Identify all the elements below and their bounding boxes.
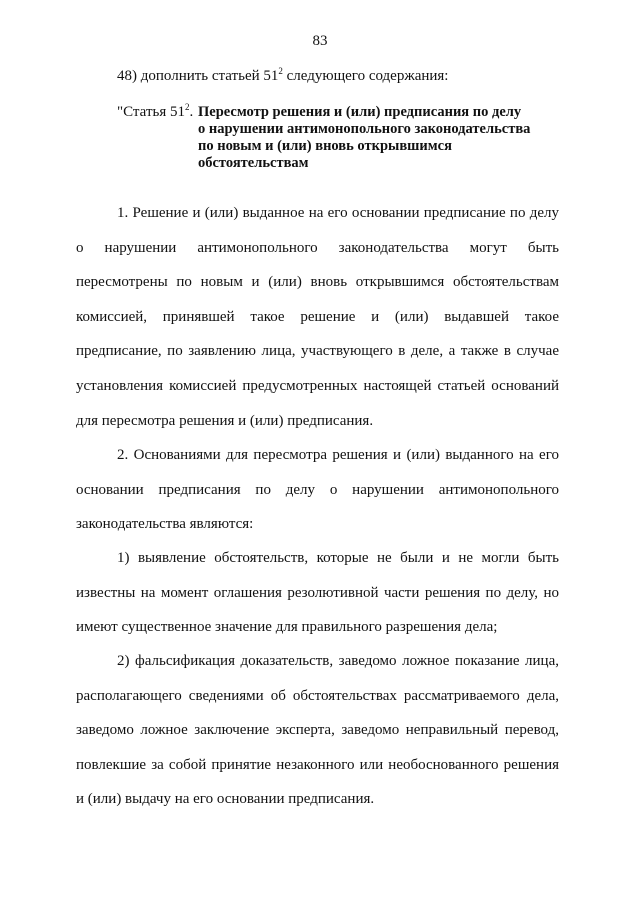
paragraph-line: заведомо ложное заключение эксперта, заведомо неправильный перевод, xyxy=(76,722,559,739)
paragraph-line: для пересмотра решения и (или) предписания. xyxy=(76,412,374,429)
paragraph-1 xyxy=(76,196,559,438)
paragraph-line: и (или) выдачу на его основании предписания. xyxy=(76,791,375,808)
paragraph-4 xyxy=(76,644,559,817)
paragraph-line: законодательства являются: xyxy=(76,516,254,533)
paragraph-line: известны на момент оглашения резолютивной части решения по делу, но xyxy=(76,584,559,601)
intro-superscript: 2 xyxy=(278,66,283,76)
intro-text-end: следующего содержания: xyxy=(282,68,449,84)
paragraph-line: установления комиссией предусмотренных настоящей статьей оснований xyxy=(76,377,559,394)
paragraph-line: повлекшие за собой принятие незаконного или необоснованного решения xyxy=(76,756,559,773)
paragraph-line: основании предписания по делу о нарушении антимонопольного xyxy=(76,481,559,498)
paragraph-line: 1) выявление обстоятельств, которые не были и не могли быть xyxy=(117,550,559,566)
paragraph-line: 1. Решение и (или) выданное на его основании предписание по делу xyxy=(117,205,559,221)
article-title-line: Пересмотр решения и (или) предписания по делу xyxy=(198,104,522,120)
paragraph-line: предписание, по заявлению лица, участвующего в деле, а также в случае xyxy=(76,343,559,360)
intro-text: 48) дополнить статьей 51 xyxy=(117,68,279,84)
article-label-text: "Статья 51 xyxy=(117,104,185,120)
paragraph-line: 2. Основаниями для пересмотра решения и (или) выданного на его xyxy=(117,447,559,463)
paragraph-line: 2) фальсификация доказательств, заведомо ложное показание лица, xyxy=(117,653,559,669)
paragraph-2 xyxy=(76,438,559,542)
article-label xyxy=(117,104,193,121)
article-title xyxy=(198,104,530,172)
article-label-dot: . xyxy=(189,104,194,120)
page-number: 83 xyxy=(312,33,328,49)
article-title-line: обстоятельствам xyxy=(198,155,309,171)
article-title-line: по новым и (или) вновь открывшимся xyxy=(198,138,452,154)
amendment-intro xyxy=(117,68,448,85)
article-label-superscript: 2 xyxy=(184,102,190,112)
paragraph-3 xyxy=(76,541,559,645)
paragraph-line: имеют существенное значение для правильного разрешения дела; xyxy=(76,619,498,636)
paragraph-line: о нарушении антимонопольного законодательства могут быть xyxy=(76,239,559,256)
paragraph-line: располагающего сведениями об обстоятельствах рассматриваемого дела, xyxy=(76,687,559,704)
paragraph-line: пересмотрены по новым и (или) вновь открывшимся обстоятельствам xyxy=(76,274,559,291)
article-title-line: о нарушении антимонопольного законодательства xyxy=(198,121,531,137)
paragraph-line: комиссией, принявшей такое решение и (или) выдавшей такое xyxy=(76,308,559,325)
